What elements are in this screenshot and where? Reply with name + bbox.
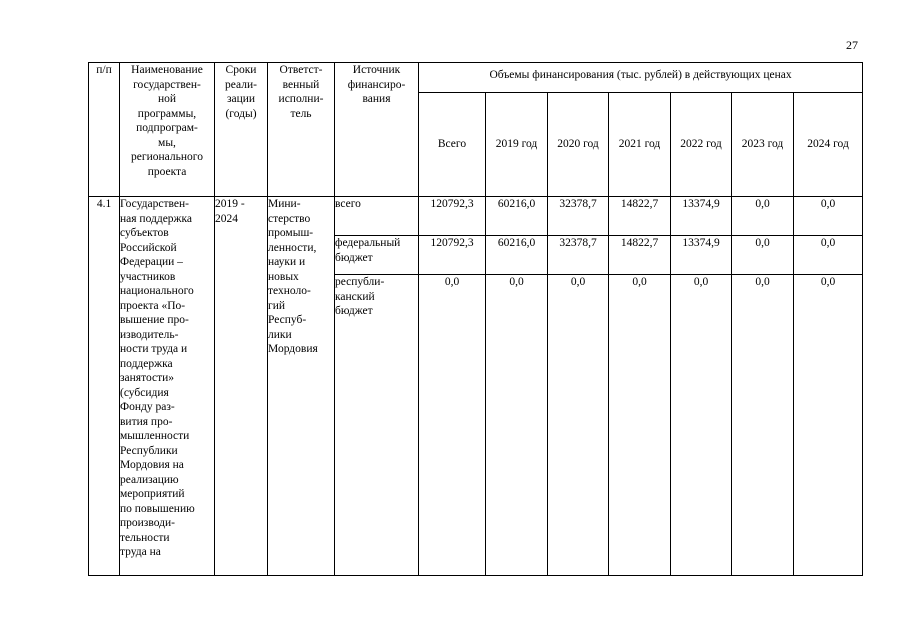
value-2020: 0,0 — [548, 275, 609, 576]
program-name: Государствен- ная поддержка субъектов Российской Федерации – участников национального проекта «По- вышение про- изводитель- ности труда и поддержка занятости» (субсидия Фонду раз- вития про- мышленности Республики Мордовия на реализацию мероприятий по повышению производи- тельности труда на — [120, 197, 215, 576]
header-year-2024: 2024 год — [794, 93, 863, 197]
header-source: Источник финансиро- вания — [335, 63, 419, 197]
value-2021: 14822,7 — [609, 197, 671, 236]
value-2021: 14822,7 — [609, 236, 671, 275]
value-2020: 32378,7 — [548, 197, 609, 236]
value-total: 120792,3 — [419, 236, 486, 275]
header-pp: п/п — [89, 63, 120, 197]
header-year-2020: 2020 год — [548, 93, 609, 197]
value-2024: 0,0 — [794, 275, 863, 576]
page-number: 27 — [846, 38, 858, 52]
value-2019: 60216,0 — [486, 236, 548, 275]
value-2022: 13374,9 — [671, 236, 732, 275]
header-funding-group: Объемы финансирования (тыс. рублей) в действующих ценах — [419, 63, 863, 93]
value-2023: 0,0 — [732, 275, 794, 576]
funding-table — [88, 62, 863, 576]
value-2022: 13374,9 — [671, 197, 732, 236]
value-2024: 0,0 — [794, 197, 863, 236]
row-number: 4.1 — [89, 197, 120, 576]
header-period: Сроки реали- зации (годы) — [215, 63, 268, 197]
value-2024: 0,0 — [794, 236, 863, 275]
value-2023: 0,0 — [732, 236, 794, 275]
header-year-2023: 2023 год — [732, 93, 794, 197]
value-2023: 0,0 — [732, 197, 794, 236]
value-2019: 0,0 — [486, 275, 548, 576]
value-2019: 60216,0 — [486, 197, 548, 236]
value-2021: 0,0 — [609, 275, 671, 576]
header-year-2019: 2019 год — [486, 93, 548, 197]
header-row-1 — [89, 63, 863, 93]
header-year-2022: 2022 год — [671, 93, 732, 197]
implementation-period: 2019 - 2024 — [215, 197, 268, 576]
source-label: республи- канский бюджет — [335, 275, 419, 576]
value-2022: 0,0 — [671, 275, 732, 576]
value-2020: 32378,7 — [548, 236, 609, 275]
source-label: всего — [335, 197, 419, 236]
source-label: федеральный бюджет — [335, 236, 419, 275]
header-name: Наименование государствен- ной программы, подпрограм- мы, регионального проекта — [120, 63, 215, 197]
header-executor: Ответст- венный исполни- тель — [268, 63, 335, 197]
table-row — [89, 197, 863, 236]
responsible-executor: Мини- стерство промыш- ленности, науки и новых техноло- гий Респуб- лики Мордовия — [268, 197, 335, 576]
header-year-2021: 2021 год — [609, 93, 671, 197]
value-total: 120792,3 — [419, 197, 486, 236]
header-total: Всего — [419, 93, 486, 197]
value-total: 0,0 — [419, 275, 486, 576]
